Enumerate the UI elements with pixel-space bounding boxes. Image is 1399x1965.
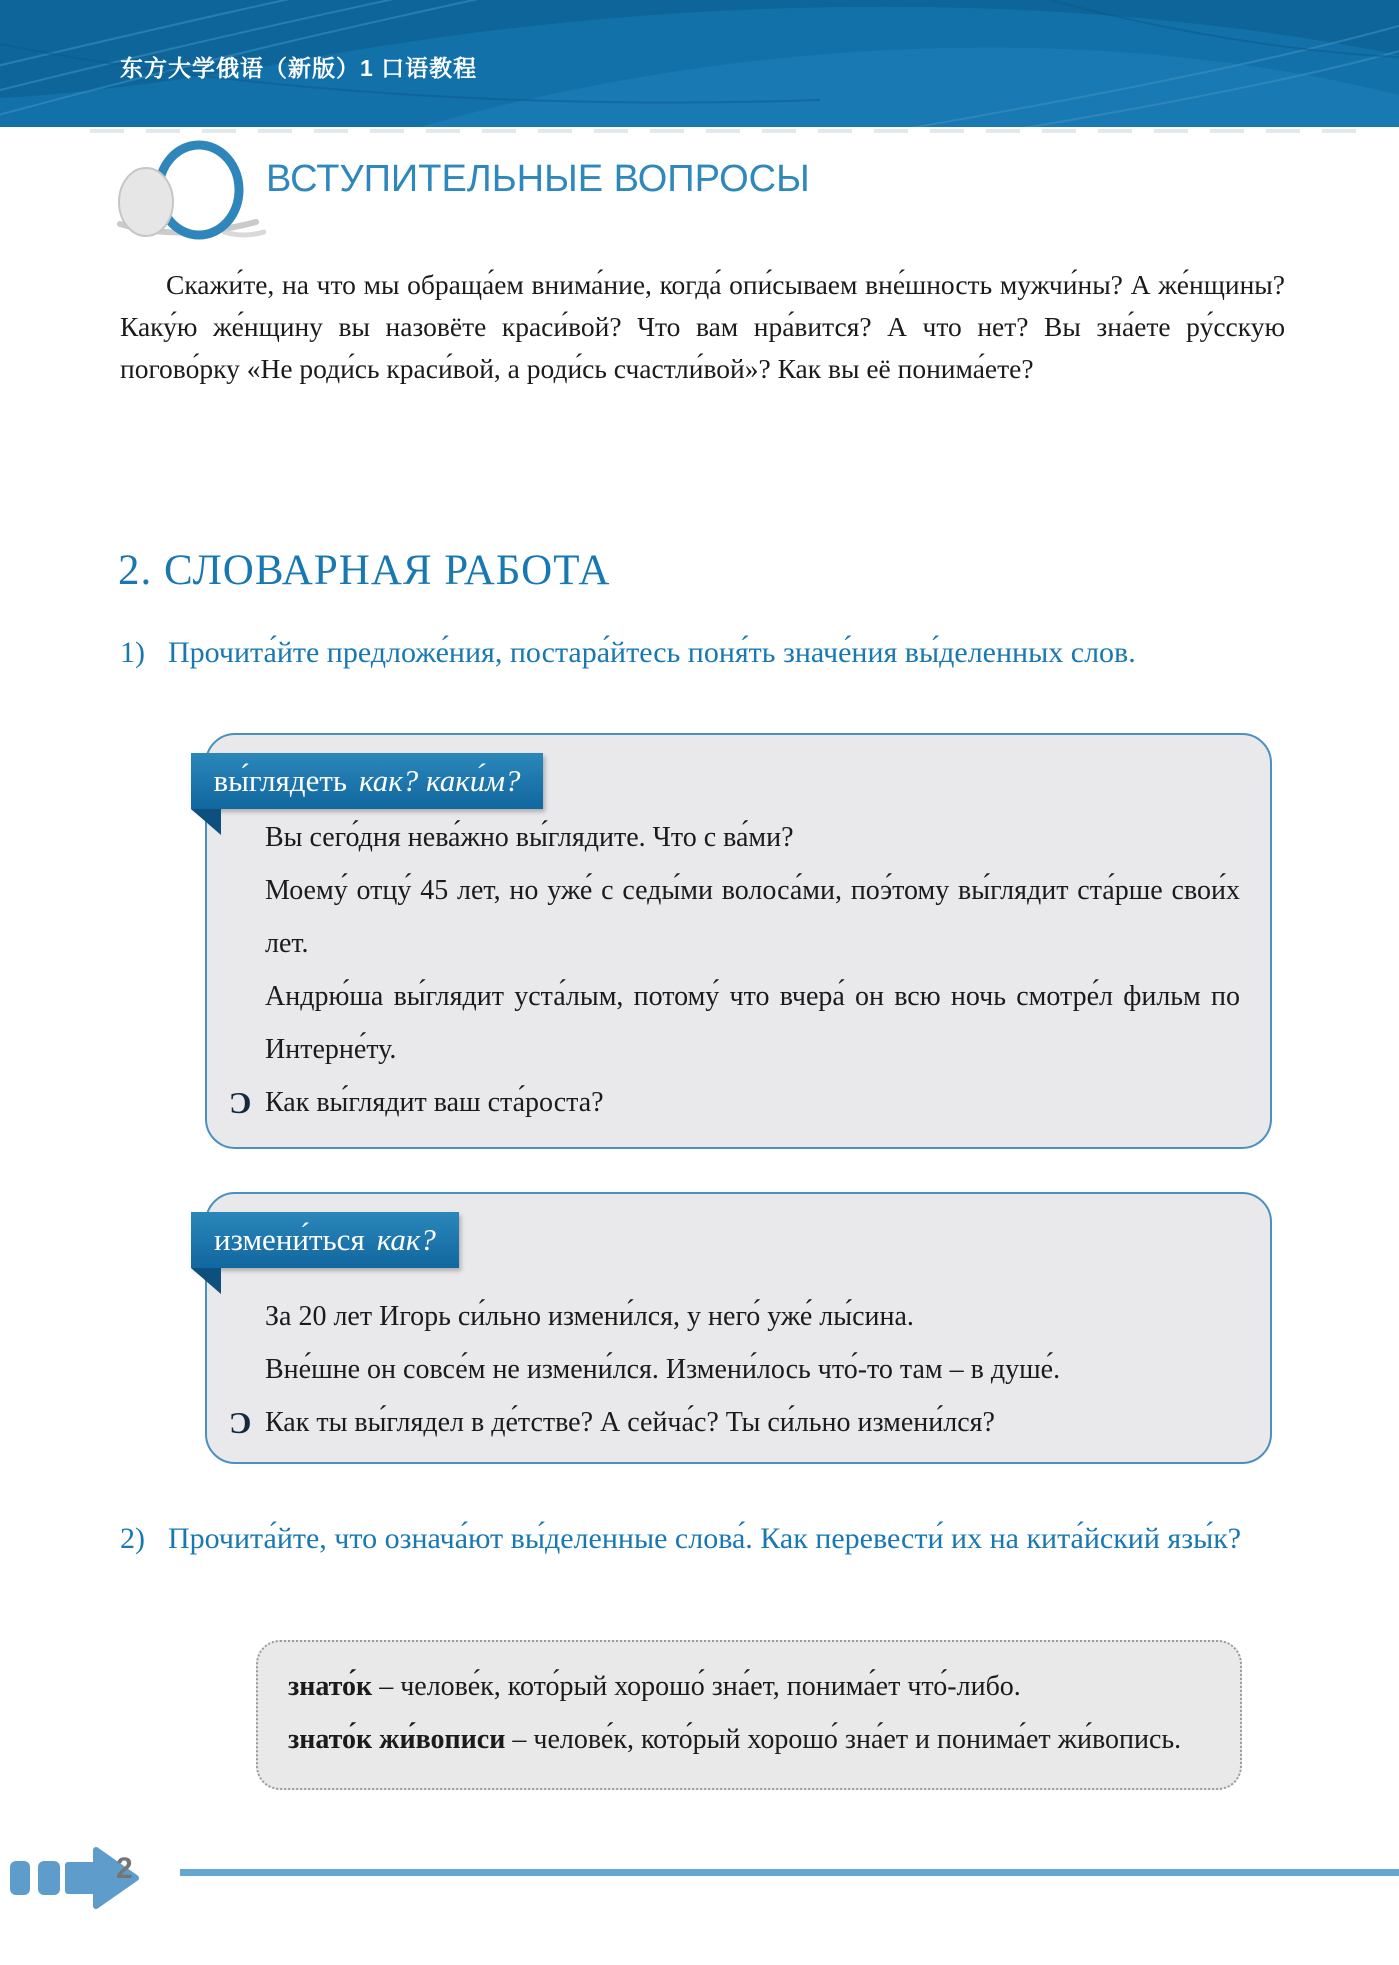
- example-sentence: Андрю́ша вы́глядит уста́лым, потому́ что вчера́ он всю ночь смотре́л фильм по Интерне́ту.: [229, 970, 1240, 1076]
- vocab-ribbon: [191, 753, 543, 809]
- task-item-1: [120, 630, 1285, 675]
- question-arrow-icon: Ɔ: [229, 1405, 252, 1440]
- vocab-ribbon-questions: как? каки́м?: [359, 763, 521, 798]
- question-row: Ɔ Как ты вы́глядел в де́тстве? А сейча́с? Ты си́льно измени́лся?: [229, 1396, 1240, 1449]
- definition-entry: [288, 1713, 1210, 1766]
- vocab-ribbon: [191, 1212, 459, 1268]
- bullet-dot-icon: [229, 1290, 265, 1343]
- bullet-dot-icon: [229, 1343, 265, 1396]
- definition-text: – челове́к, кото́рый хорошо́ зна́ет и понима́ет жи́вопись.: [505, 1724, 1182, 1755]
- section-heading: 2. СЛОВАРНАЯ РАБОТА: [118, 547, 611, 594]
- task-text: Прочита́йте предложе́ния, постара́йтесь поня́ть значе́ния вы́деленных слов.: [168, 636, 1136, 669]
- question-arrow-icon: Ɔ: [229, 1085, 252, 1120]
- example-sentence: Моему́ отцу́ 45 лет, но уже́ с седы́ми волоса́ми, поэ́тому вы́глядит ста́рше свои́х лет.: [229, 864, 1240, 970]
- vocab-ribbon-word: вы́глядеть: [213, 763, 348, 798]
- header-band: [0, 0, 1399, 127]
- definition-box: [256, 1640, 1242, 1790]
- header-perforation-divider: [90, 129, 1359, 133]
- example-sentence: Вне́шне он совсе́м не измени́лся. Измени́лось что́-то там – в душе́.: [229, 1343, 1240, 1396]
- task-number: 2): [120, 1522, 145, 1555]
- section-rings-icon: [106, 140, 266, 255]
- vocab-ribbon-word: измени́ться: [214, 1222, 365, 1257]
- definition-entry: [288, 1660, 1210, 1713]
- intro-paragraph: Скажи́те, на что мы обраща́ем внима́ние, когда́ опи́сываем вне́шность мужчи́ны? А же́нщины? Каку́ю же́нщину вы назовёте краси́вой? Что вам нра́вится? А что нет? Вы зна́ете ру́сскую погово́рку «Не роди́сь краси́вой, а роди́сь счастли́вой»? Как вы её понима́ете?: [120, 268, 1285, 384]
- task-item-2: [120, 1516, 1285, 1561]
- page-title: ВСТУПИТЕЛЬНЫЕ ВОПРОСЫ: [266, 158, 810, 200]
- book-title: 东方大学俄语（新版）1 口语教程: [120, 55, 478, 81]
- bullet-dot-icon: [229, 970, 265, 1076]
- ribbon-fold-decoration: [191, 1268, 221, 1294]
- footer-rule: [180, 1869, 1399, 1876]
- definition-text: – челове́к, кото́рый хорошо́ зна́ет, понима́ет что́-либо.: [372, 1671, 1021, 1702]
- ribbon-fold-decoration: [191, 809, 221, 835]
- bullet-dot-icon: [229, 864, 265, 970]
- vocab-box-vyglyadet: [205, 733, 1272, 1149]
- example-sentence: Вы сего́дня нева́жно вы́глядите. Что с ва́ми?: [229, 811, 1240, 864]
- page-number: 2: [116, 1852, 133, 1885]
- definition-term: знато́к жи́вописи: [288, 1724, 506, 1755]
- vocab-ribbon-questions: как?: [376, 1222, 436, 1257]
- definition-term: знато́к: [288, 1671, 373, 1702]
- bullet-dot-icon: [229, 811, 265, 864]
- task-number: 1): [120, 636, 145, 669]
- question-row: Ɔ Как вы́глядит ваш ста́роста?: [229, 1076, 1240, 1129]
- task-text: Прочита́йте, что означа́ют вы́деленные слова́. Как перевести́ их на кита́йский язы́к?: [168, 1522, 1242, 1555]
- example-sentence: За 20 лет Игорь си́льно измени́лся, у него́ уже́ лы́сина.: [229, 1290, 1240, 1343]
- vocab-box-izmenitsya: [205, 1192, 1272, 1464]
